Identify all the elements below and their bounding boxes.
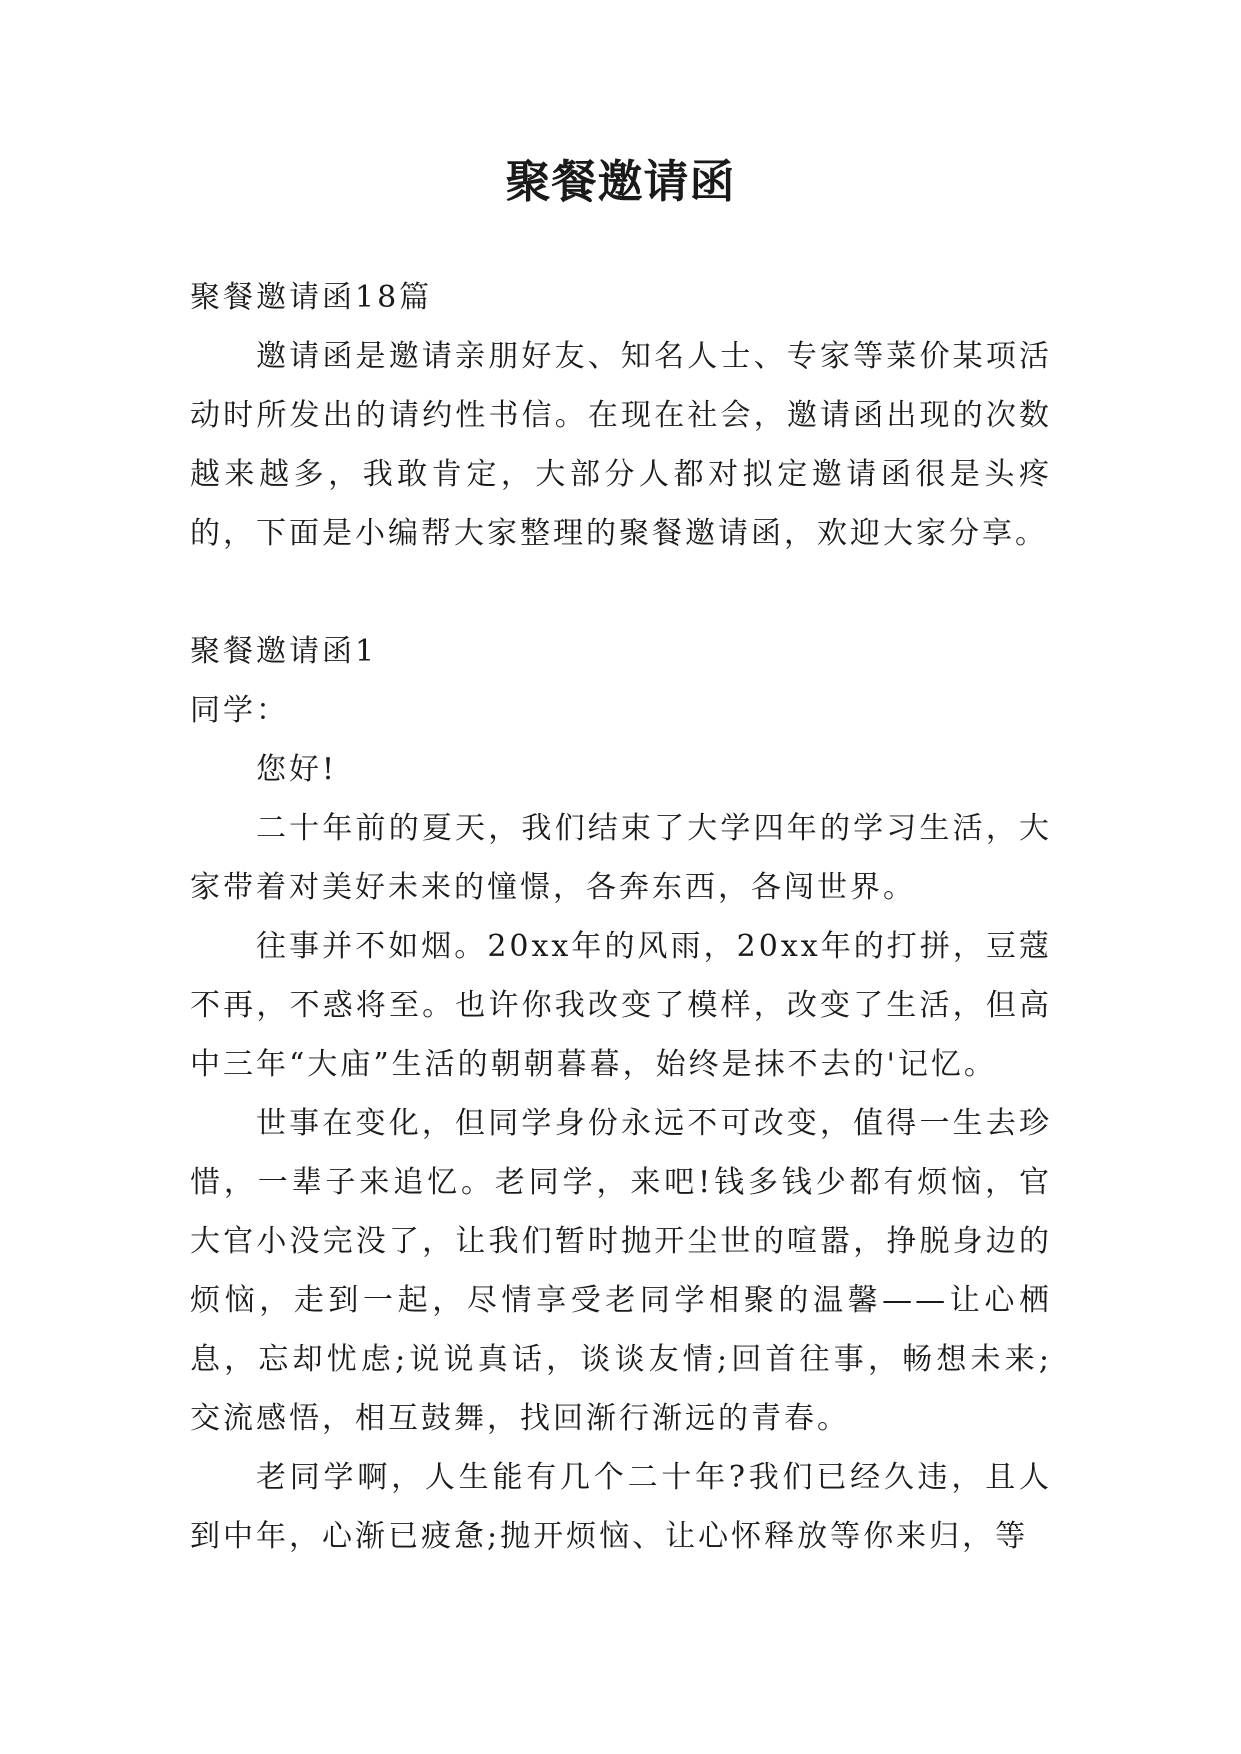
body-paragraph: 老同学啊，人生能有几个二十年?我们已经久违，且人到中年，心渐已疲惫;抛开烦恼、让心怀释放等你来归，等 [190, 1460, 1052, 1554]
document-title: 聚餐邀请函 [505, 155, 736, 208]
body-paragraph: 世事在变化，但同学身份永远不可改变，值得一生去珍惜，一辈子来追忆。老同学，来吧!钱多钱少都有烦恼，官大官小没完没了，让我们暂时抛开尘世的喧嚣，挣脱身边的烦恼，走到一起，尽情享受老同学相聚的温馨——让心栖息，忘却忧虑;说说真话，谈谈友情;回首往事，畅想未来;交流感悟，相互鼓舞，找回渐行渐远的青春。 [190, 1106, 1052, 1436]
salutation: 同学： [190, 693, 289, 728]
intro-paragraph: 邀请函是邀请亲朋好友、知名人士、专家等菜价某项活动时所发出的请约性书信。在现在社会，邀请函出现的次数越来越多，我敢肯定，大部分人都对拟定邀请函很是头疼的，下面是小编帮大家整理的聚餐邀请函，欢迎大家分享。 [190, 339, 1052, 551]
paragraph-spacer [190, 563, 1052, 622]
document-body [190, 268, 1052, 1566]
body-paragraph: 往事并不如烟。20xx年的风雨，20xx年的打拼，豆蔻不再，不惑将至。也许你我改变了模样，改变了生活，但高中三年“大庙”生活的朝朝暮暮，始终是抹不去的'记忆。 [190, 929, 1052, 1082]
section-heading: 聚餐邀请函1 [190, 634, 378, 669]
document-subtitle: 聚餐邀请函18篇 [190, 280, 433, 315]
greeting: 您好! [256, 752, 338, 787]
body-paragraph: 二十年前的夏天，我们结束了大学四年的学习生活，大家带着对美好未来的憧憬，各奔东西，各闯世界。 [190, 811, 1052, 905]
